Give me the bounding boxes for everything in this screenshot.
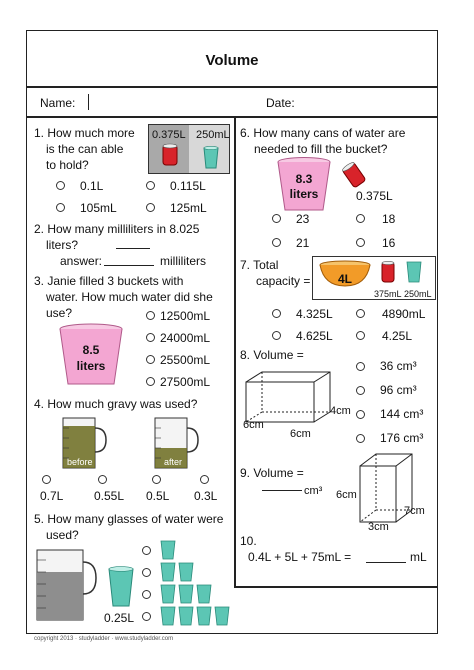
q7-option-d: 4.25L xyxy=(382,329,413,343)
q8-depth-label: 6cm xyxy=(290,428,311,440)
q10-number: 10. xyxy=(240,534,257,548)
q7-can-label: 375mL xyxy=(374,289,402,299)
q1-option-c-radio[interactable] xyxy=(56,203,65,212)
q1-option-a: 0.1L xyxy=(80,179,104,193)
header-divider-top xyxy=(26,86,438,88)
q4-option-d-radio[interactable] xyxy=(200,475,209,484)
q1-text-line2: is the can able xyxy=(46,142,124,156)
q5-option-a-radio[interactable] xyxy=(142,546,151,555)
q4-option-b: 0.55L xyxy=(94,489,125,503)
q10-answer-line[interactable] xyxy=(366,562,406,563)
name-field[interactable] xyxy=(90,92,250,112)
q8-option-d-radio[interactable] xyxy=(356,434,365,443)
q3-bucket-amount: 8.5 xyxy=(82,343,100,357)
q8-option-a: 36 cm³ xyxy=(380,359,417,373)
q7-option-c: 4.625L xyxy=(296,329,333,343)
q1-option-c: 105mL xyxy=(80,201,117,215)
q6-option-b: 18 xyxy=(382,212,396,226)
q3-option-b-radio[interactable] xyxy=(146,333,155,342)
name-label: Name: xyxy=(40,96,76,110)
q4-option-b-radio[interactable] xyxy=(98,475,107,484)
q2-answer-label: answer: xyxy=(60,254,103,268)
q6-bucket-amount: 8.3 xyxy=(295,172,313,186)
q1-option-d-radio[interactable] xyxy=(146,203,155,212)
q7-option-c-radio[interactable] xyxy=(272,331,281,340)
q6-option-d-radio[interactable] xyxy=(356,238,365,247)
page-title: Volume xyxy=(205,52,259,69)
q6-text-line2: needed to fill the bucket? xyxy=(254,142,388,156)
q3-option-c: 25500mL xyxy=(160,353,211,367)
column-divider xyxy=(234,116,236,586)
q5-option-a-glass-icon xyxy=(160,540,176,560)
q3-option-d: 27500mL xyxy=(160,375,211,389)
q4-option-c: 0.5L xyxy=(146,489,170,503)
q1-option-b: 0.115L xyxy=(170,179,206,193)
q9-depth-label: 7cm xyxy=(404,505,425,517)
q8-option-b: 96 cm³ xyxy=(380,383,417,397)
q4-option-a-radio[interactable] xyxy=(42,475,51,484)
q7-option-a-radio[interactable] xyxy=(272,309,281,318)
q10-unit: mL xyxy=(410,550,427,564)
footer-copyright: copyright 2013 · studyladder · www.studyladder.com xyxy=(34,636,174,642)
q8-rectangular-prism xyxy=(244,370,334,424)
q2-blank-line xyxy=(116,248,150,249)
q3-option-a-radio[interactable] xyxy=(146,311,155,320)
q7-glass-label: 250mL xyxy=(404,289,432,299)
q9-height-label: 6cm xyxy=(336,489,357,501)
q5-option-d-radio[interactable] xyxy=(142,612,151,621)
q7-option-a: 4.325L xyxy=(296,307,333,321)
q5-option-c-radio[interactable] xyxy=(142,590,151,599)
q1-box-label-a: 0.375L xyxy=(152,129,186,141)
q5-glass-icon xyxy=(106,566,136,608)
q2-text-line1: 2. How many milliliters in 8.025 xyxy=(34,222,200,236)
glass-icon xyxy=(202,146,220,170)
q8-width-label: 6cm xyxy=(243,419,264,431)
q7-glass-icon xyxy=(406,260,422,284)
q9-answer-line[interactable] xyxy=(262,490,302,491)
q5-option-b-radio[interactable] xyxy=(142,568,151,577)
q6-can-label: 0.375L xyxy=(356,189,393,203)
q3-option-a: 12500mL xyxy=(160,309,211,323)
q8-option-a-radio[interactable] xyxy=(356,362,365,371)
header-divider-bottom xyxy=(26,116,438,118)
q3-bucket-unit: liters xyxy=(76,359,106,373)
red-can-icon xyxy=(160,142,180,168)
q5-text-line2: used? xyxy=(46,528,79,542)
q6-bucket-unit: liters xyxy=(289,187,319,201)
q6-tilted-can-icon xyxy=(340,160,368,190)
q3-text-line2: water. How much water did she xyxy=(46,290,213,304)
q10-expression: 0.4L + 5L + 75mL = xyxy=(248,550,352,564)
q5-measuring-jug-icon xyxy=(34,546,100,622)
q5-option-c-glasses-icon xyxy=(160,584,216,604)
q3-option-c-radio[interactable] xyxy=(146,355,155,364)
name-field-cursor xyxy=(88,94,89,110)
date-label: Date: xyxy=(266,96,295,110)
q1-option-b-radio[interactable] xyxy=(146,181,155,190)
q5-option-b-glasses-icon xyxy=(160,562,196,582)
q4-option-c-radio[interactable] xyxy=(152,475,161,484)
q2-unit: milliliters xyxy=(160,254,206,268)
q2-answer-line[interactable] xyxy=(104,265,154,266)
q7-text-line2: capacity = xyxy=(256,274,311,288)
q8-option-c-radio[interactable] xyxy=(356,410,365,419)
q4-text: 4. How much gravy was used? xyxy=(34,397,198,411)
q8-option-c: 144 cm³ xyxy=(380,407,424,421)
q8-height-label: 4cm xyxy=(330,405,351,417)
q6-option-c-radio[interactable] xyxy=(272,238,281,247)
q6-option-d: 16 xyxy=(382,236,396,250)
q4-after-label: after xyxy=(164,457,183,467)
q8-option-d: 176 cm³ xyxy=(380,431,424,445)
q3-option-b: 24000mL xyxy=(160,331,211,345)
q5-text-line1: 5. How many glasses of water were xyxy=(34,512,224,526)
q7-option-d-radio[interactable] xyxy=(356,331,365,340)
q6-option-a-radio[interactable] xyxy=(272,214,281,223)
q4-option-d: 0.3L xyxy=(194,489,218,503)
q9-width-label: 3cm xyxy=(368,521,389,533)
q3-text-line1: 3. Janie filled 3 buckets with xyxy=(34,274,184,288)
q3-text-line3: use? xyxy=(46,306,73,320)
q7-option-b: 4890mL xyxy=(382,307,426,321)
q9-unit: cm³ xyxy=(304,485,323,497)
q5-glass-label: 0.25L xyxy=(104,611,135,625)
q8-text: 8. Volume = xyxy=(240,348,304,362)
q10-bottom-divider xyxy=(234,586,438,588)
date-field[interactable] xyxy=(300,92,430,112)
q1-text-line3: to hold? xyxy=(46,158,89,172)
q9-text: 9. Volume = xyxy=(240,466,304,480)
q2-text-line2: liters? xyxy=(46,238,79,252)
q6-option-b-radio[interactable] xyxy=(356,214,365,223)
q1-option-a-radio[interactable] xyxy=(56,181,65,190)
q4-option-a: 0.7L xyxy=(40,489,64,503)
q6-text-line1: 6. How many cans of water are xyxy=(240,126,406,140)
q7-can-icon xyxy=(380,260,396,284)
q6-option-a: 23 xyxy=(296,212,310,226)
q6-option-c: 21 xyxy=(296,236,310,250)
q1-text-line1: 1. How much more xyxy=(34,126,135,140)
q4-before-label: before xyxy=(67,457,93,467)
q8-option-b-radio[interactable] xyxy=(356,386,365,395)
q7-bowl-label: 4L xyxy=(337,272,352,286)
q7-text-line1: 7. Total xyxy=(240,258,279,272)
q7-option-b-radio[interactable] xyxy=(356,309,365,318)
q5-option-d-glasses-icon xyxy=(160,606,234,626)
q1-box-label-b: 250mL xyxy=(196,129,230,141)
q1-option-d: 125mL xyxy=(170,201,207,215)
q3-option-d-radio[interactable] xyxy=(146,377,155,386)
